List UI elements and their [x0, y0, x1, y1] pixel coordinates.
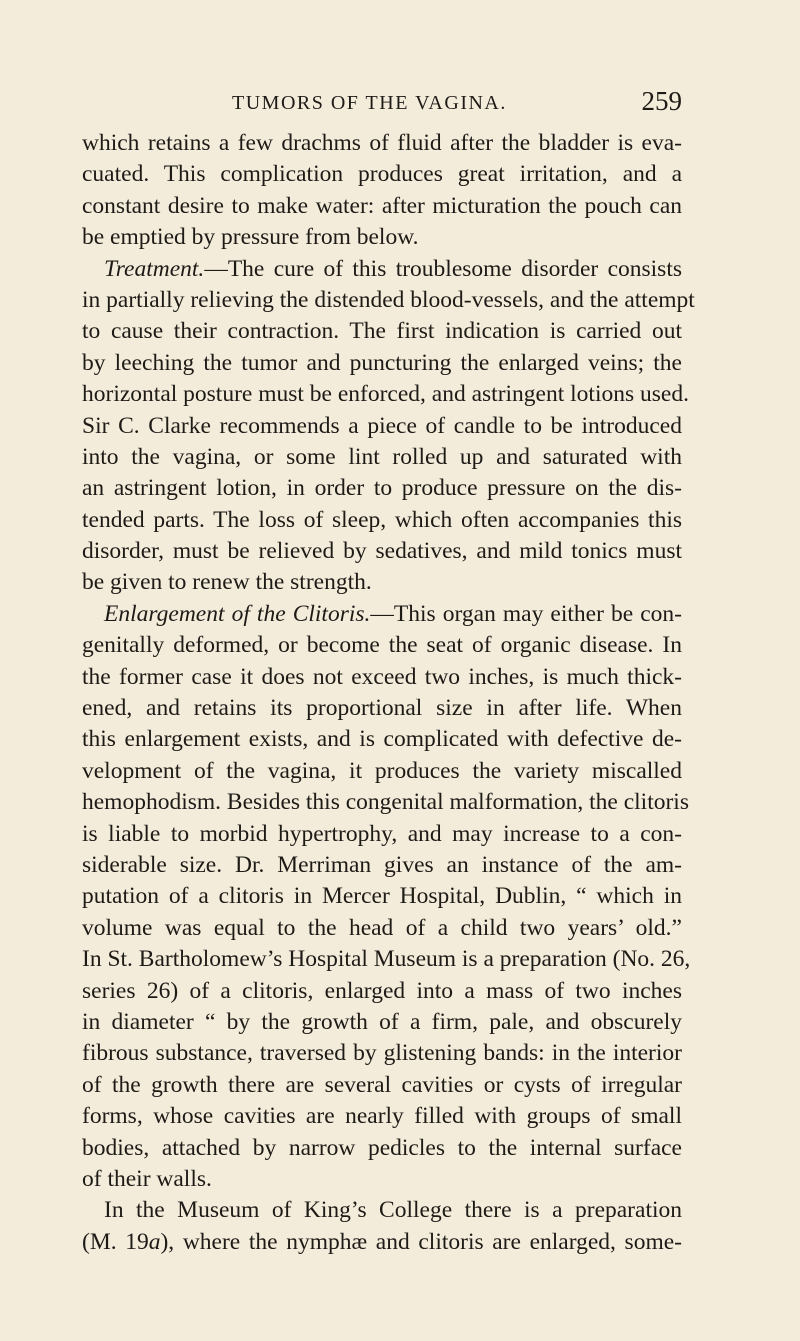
running-title: TUMORS OF THE VAGINA. — [232, 92, 507, 114]
text-line — [82, 944, 691, 975]
line-text: in diameter “ by the growth of a firm, pale, and obscurely — [82, 1008, 682, 1035]
line-text: cuated. This complication produces great irritation, and a — [82, 161, 682, 188]
text-line — [82, 285, 695, 316]
text-line — [82, 1101, 682, 1132]
line-text: series 26) of a clitoris, enlarged into a mass of two inches — [82, 977, 682, 1004]
line-text: fibrous substance, traversed by glistening bands: in the interior — [82, 1040, 682, 1067]
line-text: bodies, attached by narrow pedicles to the internal surface — [82, 1134, 682, 1161]
text-line — [82, 693, 682, 724]
text-line — [82, 536, 682, 567]
line-text: tended parts. The loss of sleep, which often accompanies this — [82, 506, 682, 533]
line-text: an astringent lotion, in order to produce pressure on the dis- — [82, 475, 682, 502]
text-line — [82, 913, 682, 944]
line-text: by leeching the tumor and puncturing the enlarged veins; the — [82, 349, 682, 376]
line-text: of the growth there are several cavities or cysts of irregular — [82, 1071, 682, 1098]
line-text: putation of a clitoris in Mercer Hospital, Dublin, “ which in — [82, 883, 682, 910]
line-text: horizontal posture must be enforced, and astringent lotions used. — [82, 381, 689, 408]
line-text: (M. 19a), where the nymphæ and clitoris are enlarged, some- — [82, 1228, 682, 1255]
text-line — [82, 1227, 682, 1258]
line-text: volume was equal to the head of a child two years’ old.” — [82, 914, 682, 941]
line-text: hemophodism. Besides this congenital malformation, the clitoris — [82, 789, 689, 816]
line-text: Sir C. Clarke recommends a piece of candle to be introduced — [82, 412, 682, 439]
text-line — [82, 222, 682, 253]
line-text: in partially relieving the distended blood-vessels, and the attempt — [82, 286, 695, 313]
text-line — [82, 1133, 682, 1164]
line-text: —The cure of this troublesome disorder consists — [204, 255, 682, 282]
text-line — [82, 473, 682, 504]
text-line — [82, 191, 682, 222]
text-line — [82, 787, 689, 818]
line-text: the former case it does not exceed two inches, is much thick- — [82, 663, 682, 690]
text-line — [82, 1164, 682, 1195]
line-text: constant desire to make water: after micturation the pouch can — [82, 192, 682, 219]
text-line — [82, 850, 682, 881]
text-line — [82, 379, 689, 410]
text-line — [82, 1007, 682, 1038]
line-text: into the vagina, or some lint rolled up and saturated with — [82, 443, 682, 470]
line-text: of their walls. — [82, 1165, 212, 1192]
text-line — [82, 505, 682, 536]
text-line — [82, 159, 682, 190]
line-text: siderable size. Dr. Merriman gives an instance of the am- — [82, 851, 682, 878]
line-text: —This organ may either be con- — [370, 600, 682, 627]
running-head — [82, 86, 682, 120]
page-number: 259 — [641, 86, 682, 116]
text-line — [82, 630, 682, 661]
text-line — [82, 819, 682, 850]
text-line — [82, 348, 682, 379]
text-line — [82, 1195, 682, 1226]
text-line — [82, 567, 682, 598]
text-line — [82, 411, 682, 442]
section-heading: Enlargement of the Clitoris. — [104, 600, 371, 627]
text-line — [82, 724, 682, 755]
text-line — [82, 128, 682, 159]
line-text: velopment of the vagina, it produces the variety miscalled — [82, 757, 682, 784]
line-text: ened, and retains its proportional size in after life. When — [82, 695, 682, 722]
line-text: to cause their contraction. The first indication is carried out — [82, 318, 682, 345]
line-text: In the Museum of King’s College there is a preparation — [104, 1197, 682, 1224]
line-text: disorder, must be relieved by sedatives, and mild tonics must — [82, 538, 682, 565]
body-text — [82, 128, 695, 1258]
text-line — [82, 599, 682, 630]
line-text: genitally deformed, or become the seat of organic disease. In — [82, 632, 682, 659]
text-line — [82, 316, 682, 347]
text-line — [82, 442, 682, 473]
text-line — [82, 756, 682, 787]
text-line — [82, 1038, 682, 1069]
line-text: be emptied by pressure from below. — [82, 224, 419, 251]
text-line — [82, 254, 682, 285]
text-line — [82, 1070, 682, 1101]
line-text: which retains a few drachms of fluid after the bladder is eva- — [82, 130, 682, 156]
line-text: be given to renew the strength. — [82, 569, 372, 596]
line-text: forms, whose cavities are nearly filled with groups of small — [82, 1103, 682, 1130]
text-line — [82, 881, 682, 912]
line-text: is liable to morbid hypertrophy, and may increase to a con- — [82, 820, 682, 847]
text-line — [82, 976, 682, 1007]
section-heading: Treatment. — [104, 255, 205, 282]
line-text: this enlargement exists, and is complicated with defective de- — [82, 726, 682, 753]
text-line — [82, 662, 682, 693]
line-text: In St. Bartholomew’s Hospital Museum is a preparation (No. 26, — [82, 946, 691, 973]
